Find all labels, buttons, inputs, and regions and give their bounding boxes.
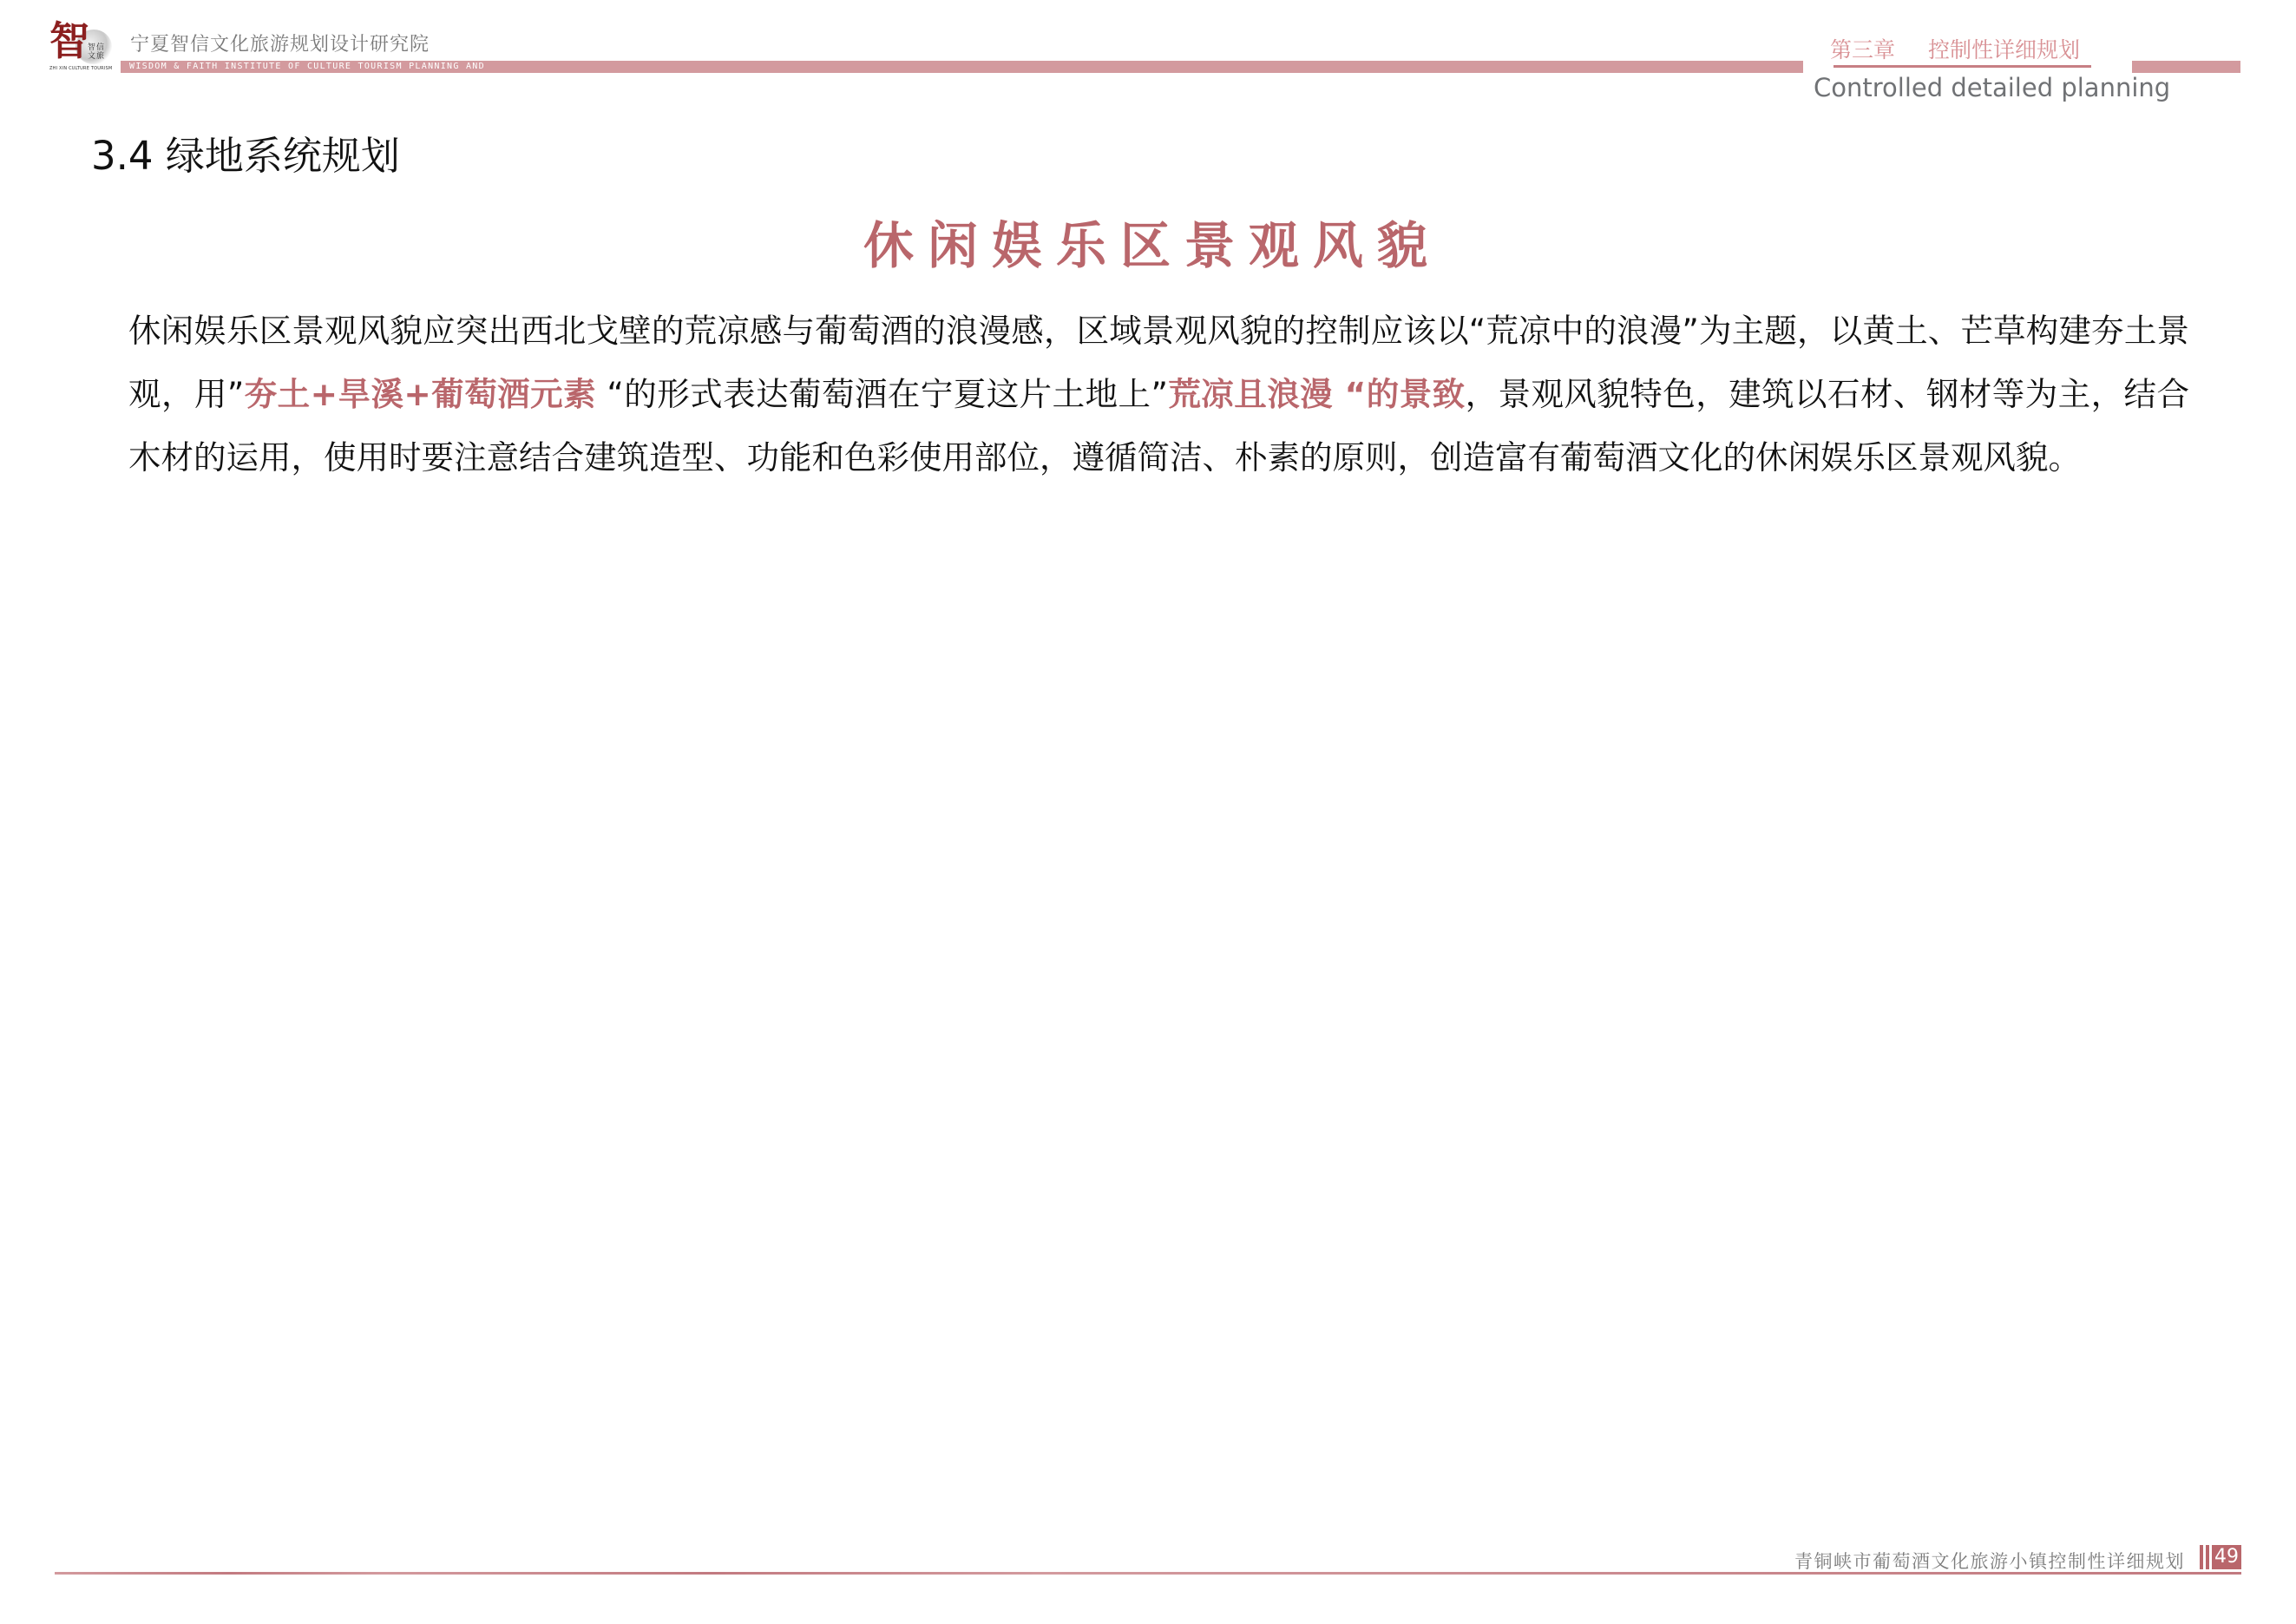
- header-bar-right: [2132, 61, 2240, 73]
- chapter-name-en: Controlled detailed planning: [1814, 73, 2171, 102]
- page-subtitle: 休闲娱乐区景观风貌: [863, 216, 1442, 275]
- org-name-en: WISDOM & FAITH INSTITUTE OF CULTURE TOURISM PLANNING AND: [129, 62, 485, 71]
- footer-divider: [55, 1572, 2241, 1575]
- body-paragraph: [128, 299, 2189, 490]
- section-title: 3.4 绿地系统规划: [91, 133, 400, 179]
- highlight-text: 夯土+旱溪+葡萄酒元素: [244, 375, 597, 413]
- logo-tagline: ZHI XIN CULTURE TOURISM: [49, 66, 113, 71]
- highlight-text: 荒凉且浪漫 “的景致: [1167, 375, 1466, 413]
- institute-logo: [49, 17, 115, 75]
- body-text-segment: 休闲娱乐区景观风貌应突出西北戈壁的荒凉感与葡萄酒的浪漫感，区域景观风貌的控制应该以“荒凉中的浪漫”为主题，以黄土、芒草构建夯土景观，用”: [128, 312, 2189, 413]
- page-number: 49: [2212, 1545, 2241, 1569]
- header-bar: [121, 61, 1803, 73]
- logo-glyph: 智: [49, 17, 89, 64]
- page-number-bars-icon: [2200, 1545, 2210, 1569]
- chapter-label: [1830, 33, 2091, 68]
- logo-small-text: 智信文旅: [88, 43, 106, 61]
- chapter-name: 控制性详细规划: [1928, 37, 2081, 62]
- body-text-segment: “的形式表达葡萄酒在宁夏这片土地上”: [596, 375, 1168, 413]
- body-text-segment: ，景观风貌特色，建筑以石材、钢材等为主，结合木材的运用，使用时要注意结合建筑造型、功能和色彩使用部位，遵循简洁、朴素的原则，创造富有葡萄酒文化的休闲娱乐区景观风貌。: [128, 375, 2190, 477]
- org-name: 宁夏智信文化旅游规划设计研究院: [130, 34, 430, 56]
- footer-doc-title: 青铜峡市葡萄酒文化旅游小镇控制性详细规划: [1794, 1551, 2185, 1572]
- chapter-number: 第三章: [1830, 37, 1896, 62]
